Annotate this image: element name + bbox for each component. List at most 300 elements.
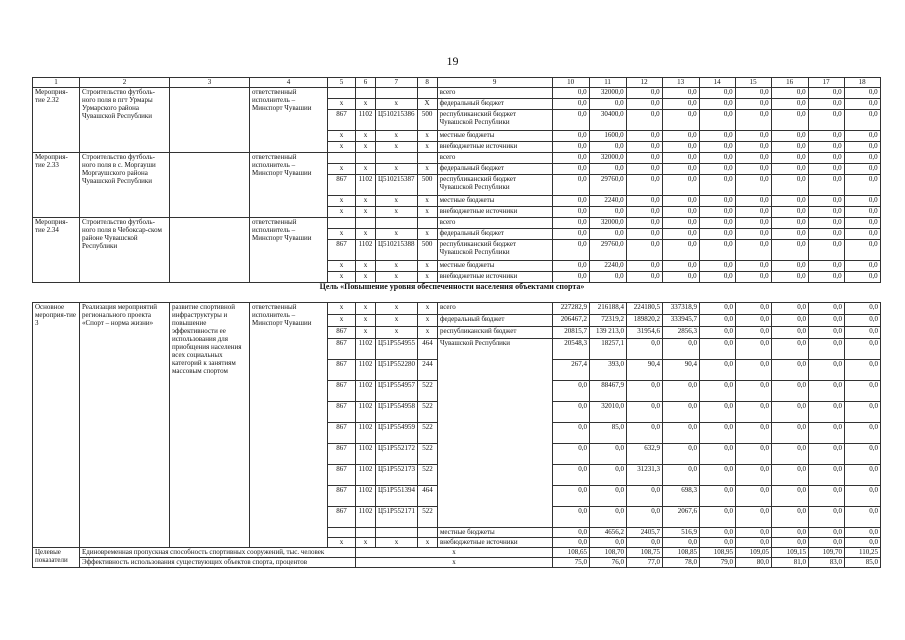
expense-type-code: 500 bbox=[417, 240, 437, 261]
amount-cell: 32010,0 bbox=[589, 402, 626, 423]
empty-cell bbox=[170, 218, 250, 283]
section-code: x bbox=[356, 99, 376, 110]
amount-cell: 0,0 bbox=[735, 218, 771, 229]
amount-cell: 0,0 bbox=[844, 261, 880, 272]
amount-cell: 0,0 bbox=[808, 465, 844, 486]
section-code: 1102 bbox=[356, 507, 376, 528]
amount-cell: 18257,1 bbox=[589, 339, 626, 360]
amount-cell: 0,0 bbox=[589, 486, 626, 507]
amount-cell: 0,0 bbox=[662, 381, 699, 402]
target-item-code: Ц51Р552173 bbox=[376, 465, 418, 486]
amount-cell: 0,0 bbox=[699, 131, 735, 142]
amount-cell: 0,0 bbox=[699, 229, 735, 240]
amount-cell: 0,0 bbox=[626, 402, 662, 423]
amount-cell: 0,0 bbox=[662, 423, 699, 444]
amount-cell: 0,0 bbox=[808, 196, 844, 207]
indicator-value: 109,05 bbox=[735, 548, 771, 558]
amount-cell: 0,0 bbox=[589, 99, 626, 110]
amount-cell: 0,0 bbox=[735, 465, 771, 486]
amount-cell: 0,0 bbox=[844, 196, 880, 207]
amount-cell: 0,0 bbox=[808, 131, 844, 142]
target-item-code: x bbox=[376, 229, 418, 240]
funding-source: федеральный бюджет bbox=[437, 164, 552, 175]
amount-cell: 0,0 bbox=[808, 303, 844, 315]
amount-cell: 90,4 bbox=[626, 360, 662, 381]
amount-cell: 0,0 bbox=[626, 339, 662, 360]
amount-cell: 0,0 bbox=[552, 444, 589, 465]
grbs-code: 867 bbox=[328, 339, 356, 360]
amount-cell: 0,0 bbox=[552, 207, 589, 218]
funding-source: всего bbox=[437, 153, 552, 164]
amount-cell: 0,0 bbox=[552, 218, 589, 229]
target-item-code bbox=[376, 218, 418, 229]
amount-cell: 0,0 bbox=[662, 110, 699, 131]
amount-cell: 0,0 bbox=[735, 423, 771, 444]
indicator-value: 109,15 bbox=[771, 548, 808, 558]
amount-cell: 2856,3 bbox=[662, 327, 699, 339]
target-item-code: x bbox=[376, 315, 418, 327]
amount-cell: 0,0 bbox=[844, 88, 880, 99]
amount-cell: 0,0 bbox=[808, 88, 844, 99]
amount-cell: 0,0 bbox=[844, 303, 880, 315]
funding-source: внебюджетные источники bbox=[437, 207, 552, 218]
amount-cell: 0,0 bbox=[808, 272, 844, 283]
target-item-code: Ц51Р554958 bbox=[376, 402, 418, 423]
amount-cell: 31954,6 bbox=[626, 327, 662, 339]
amount-cell: 0,0 bbox=[808, 207, 844, 218]
grbs-code: x bbox=[328, 229, 356, 240]
amount-cell: 0,0 bbox=[699, 327, 735, 339]
amount-cell: 0,0 bbox=[735, 153, 771, 164]
section-code: x bbox=[356, 315, 376, 327]
amount-cell: 0,0 bbox=[844, 381, 880, 402]
amount-cell: 0,0 bbox=[844, 175, 880, 196]
amount-cell: 0,0 bbox=[735, 381, 771, 402]
amount-cell: 0,0 bbox=[844, 110, 880, 131]
expense-type-code: 244 bbox=[417, 360, 437, 381]
page-number: 19 bbox=[446, 54, 459, 68]
amount-cell: 0,0 bbox=[771, 465, 808, 486]
amount-cell: 0,0 bbox=[552, 261, 589, 272]
grbs-code: 867 bbox=[328, 381, 356, 402]
amount-cell: 0,0 bbox=[626, 131, 662, 142]
section-code: x bbox=[356, 207, 376, 218]
amount-cell: 2405,7 bbox=[626, 528, 662, 538]
expense-type-code: x bbox=[417, 131, 437, 142]
amount-cell: 0,0 bbox=[844, 402, 880, 423]
indicator-value: 108,75 bbox=[626, 548, 662, 558]
amount-cell: 0,0 bbox=[626, 272, 662, 283]
column-number: 7 bbox=[376, 78, 418, 88]
target-item-code bbox=[376, 88, 418, 99]
section-code: 1102 bbox=[356, 486, 376, 507]
expense-type-code: 522 bbox=[417, 381, 437, 402]
amount-cell: 0,0 bbox=[844, 423, 880, 444]
amount-cell: 0,0 bbox=[626, 110, 662, 131]
amount-cell: 0,0 bbox=[808, 110, 844, 131]
column-number: 8 bbox=[417, 78, 437, 88]
amount-cell: 0,0 bbox=[735, 528, 771, 538]
amount-cell: 0,0 bbox=[771, 402, 808, 423]
amount-cell: 0,0 bbox=[662, 261, 699, 272]
column-number: 10 bbox=[552, 78, 589, 88]
section-code: 1102 bbox=[356, 240, 376, 261]
responsible-executor: ответственный исполнитель – Минспорт Чувашии bbox=[250, 218, 328, 283]
amount-cell: 0,0 bbox=[771, 142, 808, 153]
target-item-code: Ц51Р552171 bbox=[376, 507, 418, 528]
funding-source: республиканский бюджет Чувашской Республики bbox=[437, 110, 552, 131]
expense-type-code: x bbox=[417, 196, 437, 207]
amount-cell: 0,0 bbox=[735, 272, 771, 283]
grbs-code: 867 bbox=[328, 444, 356, 465]
amount-cell: 0,0 bbox=[626, 381, 662, 402]
grbs-code: 867 bbox=[328, 175, 356, 196]
amount-cell: 0,0 bbox=[808, 99, 844, 110]
amount-cell: 0,0 bbox=[662, 240, 699, 261]
column-number: 2 bbox=[80, 78, 170, 88]
target-item-code: x bbox=[376, 327, 418, 339]
amount-cell: 0,0 bbox=[771, 207, 808, 218]
target-item-code: Ц51Р552172 bbox=[376, 444, 418, 465]
amount-cell: 632,9 bbox=[626, 444, 662, 465]
amount-cell: 0,0 bbox=[662, 131, 699, 142]
target-item-code: Ц510215388 bbox=[376, 240, 418, 261]
target-item-code: Ц510215387 bbox=[376, 175, 418, 196]
table-row bbox=[33, 548, 881, 558]
expense-type-code: x bbox=[417, 315, 437, 327]
amount-cell: 0,0 bbox=[808, 229, 844, 240]
grbs-code: x bbox=[328, 261, 356, 272]
section-code bbox=[356, 528, 376, 538]
amount-cell: 0,0 bbox=[771, 528, 808, 538]
expense-type-code: 500 bbox=[417, 175, 437, 196]
funding-source-continued: Чувашской Республики bbox=[437, 339, 552, 528]
amount-cell: 0,0 bbox=[808, 327, 844, 339]
amount-cell: 0,0 bbox=[808, 381, 844, 402]
amount-cell: 0,0 bbox=[552, 196, 589, 207]
target-item-code: x bbox=[376, 538, 418, 548]
amount-cell: 0,0 bbox=[662, 196, 699, 207]
amount-cell: 0,0 bbox=[844, 444, 880, 465]
amount-cell: 0,0 bbox=[589, 272, 626, 283]
amount-cell: 0,0 bbox=[844, 153, 880, 164]
empty-cell bbox=[170, 153, 250, 218]
grbs-code bbox=[328, 528, 356, 538]
grbs-code: x bbox=[328, 207, 356, 218]
amount-cell: 0,0 bbox=[552, 423, 589, 444]
amount-cell: 516,9 bbox=[662, 528, 699, 538]
indicator-value: 108,70 bbox=[589, 548, 626, 558]
amount-cell: 224180,5 bbox=[626, 303, 662, 315]
amount-cell: 0,0 bbox=[589, 207, 626, 218]
amount-cell: 0,0 bbox=[699, 99, 735, 110]
section-code: x bbox=[356, 196, 376, 207]
goal-heading: Цель «Повышение уровня обеспеченности населения объектами спорта» bbox=[319, 282, 585, 291]
amount-cell: 0,0 bbox=[844, 99, 880, 110]
target-item-code: x bbox=[376, 164, 418, 175]
amount-cell: 0,0 bbox=[771, 88, 808, 99]
amount-cell: 0,0 bbox=[699, 175, 735, 196]
funding-source: всего bbox=[437, 303, 552, 315]
amount-cell: 0,0 bbox=[808, 402, 844, 423]
expense-type-code: 500 bbox=[417, 110, 437, 131]
empty-cell bbox=[170, 88, 250, 153]
responsible-executor: ответственный исполнитель – Минспорт Чувашии bbox=[250, 153, 328, 218]
section-code: x bbox=[356, 538, 376, 548]
amount-cell: 0,0 bbox=[699, 444, 735, 465]
amount-cell: 29760,0 bbox=[589, 240, 626, 261]
amount-cell: 0,0 bbox=[844, 528, 880, 538]
amount-cell: 0,0 bbox=[735, 175, 771, 196]
indicator-value: 75,0 bbox=[552, 558, 589, 568]
indicator-value: 76,0 bbox=[589, 558, 626, 568]
amount-cell: 0,0 bbox=[626, 88, 662, 99]
expense-type-code: x bbox=[417, 142, 437, 153]
amount-cell: 267,4 bbox=[552, 360, 589, 381]
amount-cell: 0,0 bbox=[771, 164, 808, 175]
expense-type-code: x bbox=[417, 229, 437, 240]
amount-cell: 0,0 bbox=[771, 196, 808, 207]
grbs-code: x bbox=[328, 538, 356, 548]
grbs-code: 867 bbox=[328, 327, 356, 339]
amount-cell: 0,0 bbox=[771, 218, 808, 229]
amount-cell: 0,0 bbox=[626, 486, 662, 507]
amount-cell: 0,0 bbox=[808, 538, 844, 548]
table-row bbox=[33, 218, 881, 229]
section-code: x bbox=[356, 261, 376, 272]
amount-cell: 0,0 bbox=[771, 240, 808, 261]
amount-cell: 0,0 bbox=[735, 315, 771, 327]
amount-cell: 0,0 bbox=[808, 153, 844, 164]
amount-cell: 0,0 bbox=[552, 164, 589, 175]
amount-cell: 0,0 bbox=[626, 196, 662, 207]
amount-cell: 0,0 bbox=[662, 99, 699, 110]
funding-source: федеральный бюджет bbox=[437, 99, 552, 110]
amount-cell: 0,0 bbox=[735, 142, 771, 153]
amount-cell: 0,0 bbox=[626, 507, 662, 528]
expense-type-code: 522 bbox=[417, 444, 437, 465]
amount-cell: 0,0 bbox=[808, 360, 844, 381]
amount-cell: 2067,6 bbox=[662, 507, 699, 528]
responsible-executor: ответственный исполнитель – Минспорт Чувашии bbox=[250, 88, 328, 153]
section-code: 1102 bbox=[356, 402, 376, 423]
funding-source: внебюджетные источники bbox=[437, 272, 552, 283]
amount-cell: 32000,0 bbox=[589, 153, 626, 164]
funding-source: местные бюджеты bbox=[437, 131, 552, 142]
indicator-value: 78,0 bbox=[662, 558, 699, 568]
table-row bbox=[33, 558, 881, 568]
column-number: 17 bbox=[808, 78, 844, 88]
amount-cell: 0,0 bbox=[808, 507, 844, 528]
amount-cell: 0,0 bbox=[844, 218, 880, 229]
amount-cell: 88467,9 bbox=[589, 381, 626, 402]
measure-name: Строительство футболь-ного поля в Чебоксар-ском районе Чувашской Республики bbox=[80, 218, 170, 283]
target-item-code: Ц510215386 bbox=[376, 110, 418, 131]
amount-cell: 0,0 bbox=[699, 164, 735, 175]
section-code: x bbox=[356, 272, 376, 283]
funding-source: республиканский бюджет Чувашской Республики bbox=[437, 175, 552, 196]
grbs-code: 867 bbox=[328, 402, 356, 423]
section-code: x bbox=[356, 164, 376, 175]
amount-cell: 0,0 bbox=[626, 218, 662, 229]
amount-cell: 2240,0 bbox=[589, 261, 626, 272]
indicator-x: x bbox=[356, 548, 553, 558]
section-code: 1102 bbox=[356, 423, 376, 444]
grbs-code: 867 bbox=[328, 110, 356, 131]
grbs-code: x bbox=[328, 99, 356, 110]
target-item-code: x bbox=[376, 196, 418, 207]
section-code: 1102 bbox=[356, 110, 376, 131]
amount-cell: 0,0 bbox=[662, 229, 699, 240]
grbs-code: 867 bbox=[328, 423, 356, 444]
amount-cell: 0,0 bbox=[699, 153, 735, 164]
amount-cell: 0,0 bbox=[589, 538, 626, 548]
amount-cell: 0,0 bbox=[808, 423, 844, 444]
amount-cell: 0,0 bbox=[552, 465, 589, 486]
column-number: 15 bbox=[735, 78, 771, 88]
amount-cell: 0,0 bbox=[735, 339, 771, 360]
amount-cell: 29760,0 bbox=[589, 175, 626, 196]
amount-cell: 0,0 bbox=[771, 381, 808, 402]
amount-cell: 0,0 bbox=[735, 196, 771, 207]
amount-cell: 85,0 bbox=[589, 423, 626, 444]
amount-cell: 0,0 bbox=[699, 88, 735, 99]
funding-source: всего bbox=[437, 88, 552, 99]
column-number: 5 bbox=[328, 78, 356, 88]
amount-cell: 0,0 bbox=[735, 207, 771, 218]
amount-cell: 0,0 bbox=[699, 240, 735, 261]
amount-cell: 0,0 bbox=[808, 486, 844, 507]
target-item-code: Ц51Р554955 bbox=[376, 339, 418, 360]
expense-type-code bbox=[417, 218, 437, 229]
amount-cell: 0,0 bbox=[735, 110, 771, 131]
amount-cell: 0,0 bbox=[735, 229, 771, 240]
amount-cell: 0,0 bbox=[662, 339, 699, 360]
section-code bbox=[356, 218, 376, 229]
amount-cell: 0,0 bbox=[844, 240, 880, 261]
amount-cell: 0,0 bbox=[552, 142, 589, 153]
amount-cell: 0,0 bbox=[699, 423, 735, 444]
section-code bbox=[356, 153, 376, 164]
target-item-code: x bbox=[376, 131, 418, 142]
amount-cell: 0,0 bbox=[771, 360, 808, 381]
amount-cell: 0,0 bbox=[699, 303, 735, 315]
amount-cell: 0,0 bbox=[771, 444, 808, 465]
amount-cell: 1600,0 bbox=[589, 131, 626, 142]
amount-cell: 0,0 bbox=[699, 507, 735, 528]
expense-type-code: 522 bbox=[417, 465, 437, 486]
measure-purpose: развитие спортивной инфраструктуры и повышение эффективности ее использования для приобщения населения всех социальных категорий к занятиям массовым спортом bbox=[170, 303, 250, 548]
amount-cell: 32000,0 bbox=[589, 218, 626, 229]
amount-cell: 0,0 bbox=[552, 507, 589, 528]
funding-source: внебюджетные источники bbox=[437, 538, 552, 548]
amount-cell: 0,0 bbox=[699, 110, 735, 131]
amount-cell: 2240,0 bbox=[589, 196, 626, 207]
funding-source: федеральный бюджет bbox=[437, 229, 552, 240]
amount-cell: 0,0 bbox=[589, 465, 626, 486]
amount-cell: 0,0 bbox=[662, 444, 699, 465]
amount-cell: 0,0 bbox=[699, 381, 735, 402]
amount-cell: 0,0 bbox=[844, 465, 880, 486]
grbs-code bbox=[328, 153, 356, 164]
amount-cell: 0,0 bbox=[552, 402, 589, 423]
expense-type-code: x bbox=[417, 164, 437, 175]
grbs-code: 867 bbox=[328, 507, 356, 528]
amount-cell: 0,0 bbox=[626, 142, 662, 153]
amount-cell: 0,0 bbox=[771, 110, 808, 131]
amount-cell: 0,0 bbox=[552, 131, 589, 142]
amount-cell: 30400,0 bbox=[589, 110, 626, 131]
grbs-code bbox=[328, 88, 356, 99]
column-number: 12 bbox=[626, 78, 662, 88]
indicator-value: 81,0 bbox=[771, 558, 808, 568]
amount-cell: 0,0 bbox=[808, 240, 844, 261]
amount-cell: 0,0 bbox=[699, 360, 735, 381]
target-item-code bbox=[376, 153, 418, 164]
section-code: x bbox=[356, 131, 376, 142]
amount-cell: 0,0 bbox=[662, 153, 699, 164]
amount-cell: 0,0 bbox=[626, 538, 662, 548]
indicator-x: x bbox=[356, 558, 553, 568]
amount-cell: 0,0 bbox=[844, 315, 880, 327]
expense-type-code bbox=[417, 528, 437, 538]
target-item-code: Ц51Р552280 bbox=[376, 360, 418, 381]
amount-cell: 0,0 bbox=[808, 528, 844, 538]
amount-cell: 0,0 bbox=[844, 486, 880, 507]
expense-type-code: 522 bbox=[417, 402, 437, 423]
amount-cell: 0,0 bbox=[844, 327, 880, 339]
amount-cell: 0,0 bbox=[771, 507, 808, 528]
expense-type-code: 522 bbox=[417, 423, 437, 444]
amount-cell: 0,0 bbox=[808, 218, 844, 229]
expense-type-code: x bbox=[417, 538, 437, 548]
measure-code: Мероприя-тие 2.32 bbox=[33, 88, 80, 153]
amount-cell: 0,0 bbox=[552, 88, 589, 99]
amount-cell: 0,0 bbox=[662, 207, 699, 218]
amount-cell: 0,0 bbox=[589, 164, 626, 175]
amount-cell: 0,0 bbox=[771, 261, 808, 272]
amount-cell: 0,0 bbox=[771, 327, 808, 339]
amount-cell: 0,0 bbox=[699, 218, 735, 229]
amount-cell: 0,0 bbox=[735, 261, 771, 272]
amount-cell: 0,0 bbox=[626, 164, 662, 175]
amount-cell: 0,0 bbox=[771, 131, 808, 142]
target-item-code: Ц51Р554959 bbox=[376, 423, 418, 444]
amount-cell: 0,0 bbox=[699, 207, 735, 218]
amount-cell: 0,0 bbox=[589, 444, 626, 465]
expense-type-code: x bbox=[417, 303, 437, 315]
funding-source: республиканский бюджет bbox=[437, 327, 552, 339]
table-row bbox=[33, 303, 881, 315]
target-item-code: x bbox=[376, 142, 418, 153]
section-code: x bbox=[356, 303, 376, 315]
grbs-code: x bbox=[328, 315, 356, 327]
amount-cell: 0,0 bbox=[808, 444, 844, 465]
measure-name: Реализация мероприятий регионального проекта «Спорт – норма жизни» bbox=[80, 303, 170, 548]
expense-type-code: x bbox=[417, 261, 437, 272]
amount-cell: 0,0 bbox=[552, 229, 589, 240]
amount-cell: 0,0 bbox=[735, 99, 771, 110]
amount-cell: 0,0 bbox=[771, 175, 808, 196]
amount-cell: 4656,2 bbox=[589, 528, 626, 538]
amount-cell: 0,0 bbox=[699, 465, 735, 486]
amount-cell: 0,0 bbox=[552, 240, 589, 261]
expense-type-code bbox=[417, 153, 437, 164]
column-number: 1 bbox=[33, 78, 80, 88]
amount-cell: 139 213,0 bbox=[589, 327, 626, 339]
grbs-code: 867 bbox=[328, 486, 356, 507]
grbs-code: x bbox=[328, 196, 356, 207]
